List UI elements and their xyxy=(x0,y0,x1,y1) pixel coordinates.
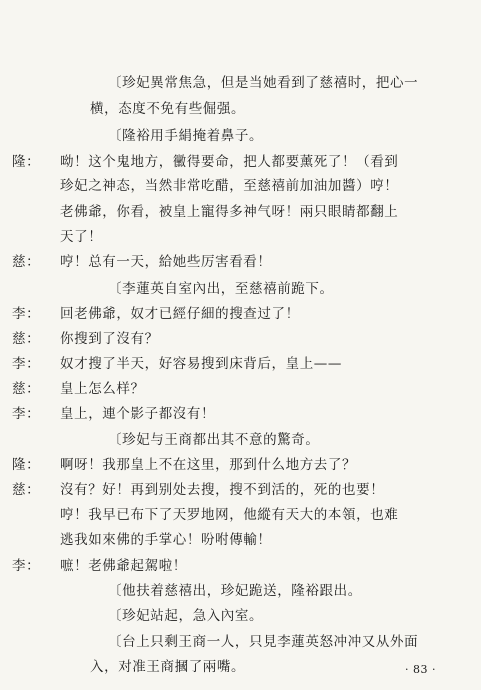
speaker-label: 慈： xyxy=(12,254,41,270)
speaker-label: 李： xyxy=(12,356,41,372)
stage-direction: 〔珍妃異常焦急，但是当她看到了慈禧时，把心一 xyxy=(108,75,419,91)
stage-direction: 〔台上只剩王商一人，只見李蓮英怒冲冲又从外面 xyxy=(108,634,419,650)
stage-direction: 〔李蓮英自室內出，至慈禧前跪下。 xyxy=(108,281,334,297)
dialogue-cont: 逃我如來佛的手掌心！吩咐傳輸！ xyxy=(60,532,272,548)
speaker-label: 慈： xyxy=(12,381,41,397)
stage-direction: 〔隆裕用手絹掩着鼻子。 xyxy=(108,128,264,144)
dialogue-cont: 天了！ xyxy=(60,229,103,245)
dialogue-line: 隆： 呦！这个鬼地方，黴得要命，把人都要薰死了！（看到 xyxy=(12,154,399,170)
speaker-label: 慈： xyxy=(12,331,41,347)
speaker-label: 李： xyxy=(12,558,41,574)
stage-direction-cont: 横，态度不免有些倔强。 xyxy=(90,101,246,117)
stage-direction: 〔珍妃与王商都出其不意的驚奇。 xyxy=(108,432,320,448)
dialogue-line: 李： 奴才搜了半天，好容易搜到床背后，皇上—— xyxy=(12,356,342,372)
dialogue-cont: 珍妃之神态，当然非常吃醋，至慈禧前加油加醬）哼！ xyxy=(60,178,399,194)
stage-direction: 〔珍妃站起，急入內室。 xyxy=(108,608,264,624)
dialogue-cont: 哼！我早已布下了天罗地网，他縱有天大的本領，也难 xyxy=(60,507,399,523)
dialogue-line: 慈： 哼！总有一天，給她些厉害看看！ xyxy=(12,254,272,270)
speaker-label: 隆： xyxy=(12,154,41,170)
dialogue-line: 慈： 你搜到了沒有？ xyxy=(12,331,159,347)
dialogue-line: 李： 嗻！老佛爺起駕啦！ xyxy=(12,558,187,574)
dialogue-line: 李： 皇上，連个影子都沒有！ xyxy=(12,406,216,422)
speaker-label: 隆： xyxy=(12,457,41,473)
dialogue-cont: 老佛爺，你看，被皇上寵得多神气呀！兩只眼睛都翻上 xyxy=(60,204,399,220)
stage-direction-cont: 入，对准王商摑了兩嘴。 xyxy=(90,659,246,675)
page-number: · 83 · xyxy=(405,663,436,676)
speaker-label: 李： xyxy=(12,306,41,322)
speaker-label: 李： xyxy=(12,406,41,422)
dialogue-line: 隆： 啊呀！我那皇上不在这里，那到什么地方去了？ xyxy=(12,457,357,473)
dialogue-line: 李： 回老佛爺，奴才已經仔細的搜查过了！ xyxy=(12,306,300,322)
stage-direction: 〔他扶着慈禧出，珍妃跪送，隆裕跟出。 xyxy=(108,583,362,599)
dialogue-line: 慈： 皇上怎么样？ xyxy=(12,381,145,397)
dialogue-line: 慈： 沒有？好！再到别处去搜，搜不到活的，死的也要！ xyxy=(12,482,385,498)
speaker-label: 慈： xyxy=(12,482,41,498)
